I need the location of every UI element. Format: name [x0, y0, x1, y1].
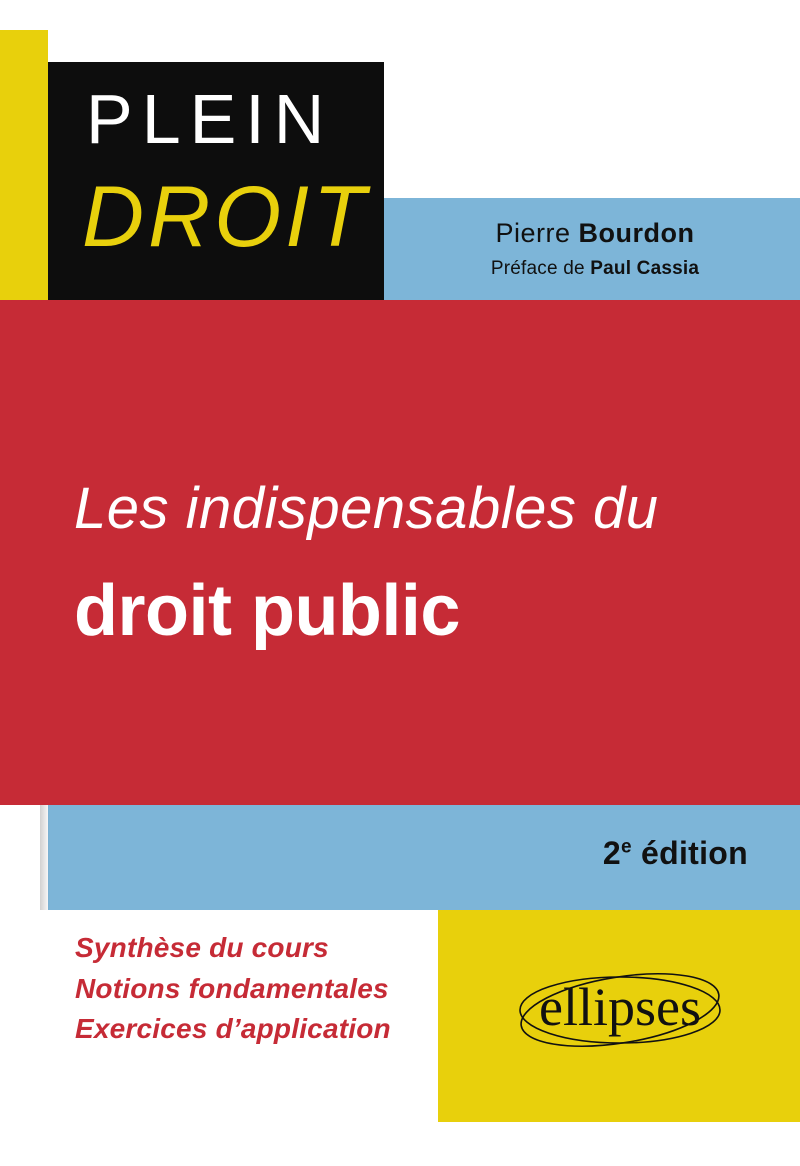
preface-prefix: Préface de: [490, 258, 591, 280]
collection-logo-line1: PLEIN: [86, 80, 334, 158]
list-item: Synthèse du cours: [75, 932, 329, 963]
features-list: [75, 928, 391, 1050]
edition-ordinal: e: [620, 836, 632, 858]
collection-logo-line2: DROIT: [82, 169, 370, 265]
preface-line: [400, 258, 790, 280]
publisher-logo: [508, 955, 733, 1065]
preface-author: Paul Cassia: [590, 258, 700, 280]
yellow-accent-top-left: [0, 30, 48, 300]
author-last-name: Bourdon: [578, 218, 695, 248]
panel-shadow: [40, 805, 50, 910]
publisher-name-text: ellipses: [539, 977, 701, 1037]
edition-label: édition: [631, 835, 748, 871]
list-item: Exercices d’application: [75, 1013, 391, 1045]
edition-number: 2: [602, 835, 621, 871]
author-name: [400, 218, 790, 249]
list-item: Notions fondamentales: [75, 972, 389, 1004]
author-block: [400, 218, 790, 280]
page-title: droit public: [74, 571, 460, 651]
author-first-name: Pierre: [495, 218, 579, 248]
title-panel: [0, 300, 800, 805]
title-subtitle-line: Les indispensables du: [74, 476, 659, 541]
collection-logo-box: [48, 62, 384, 300]
edition-badge: [603, 835, 748, 872]
